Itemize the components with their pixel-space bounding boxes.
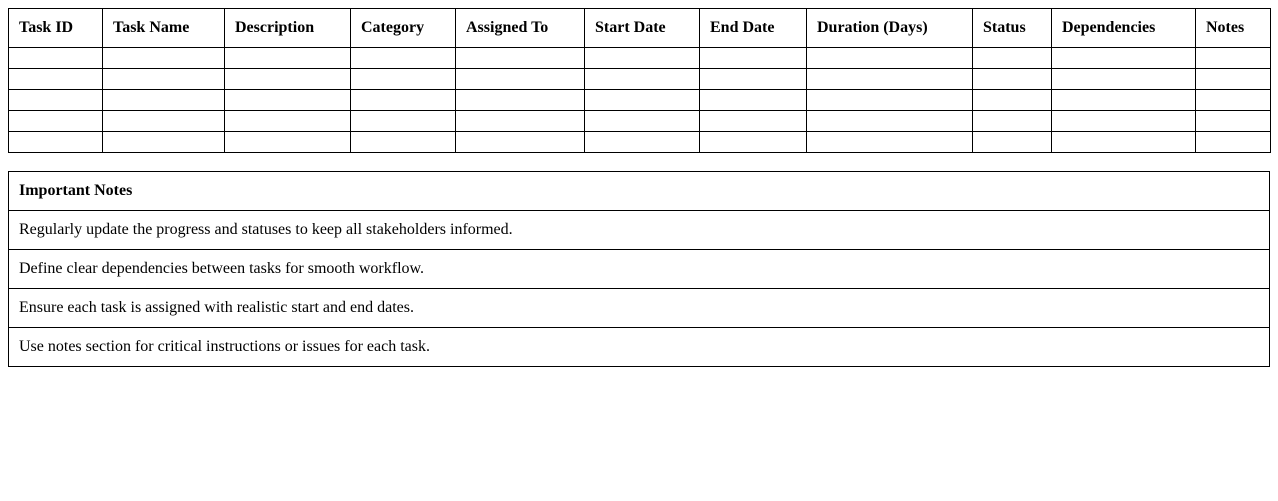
table-cell[interactable] bbox=[225, 111, 351, 132]
note-item: Regularly update the progress and statuses to keep all stakeholders informed. bbox=[9, 211, 1270, 250]
column-header-duration: Duration (Days) bbox=[807, 9, 973, 48]
column-header-start-date: Start Date bbox=[585, 9, 700, 48]
table-cell[interactable] bbox=[103, 69, 225, 90]
table-cell[interactable] bbox=[351, 69, 456, 90]
table-cell[interactable] bbox=[456, 111, 585, 132]
table-cell[interactable] bbox=[1052, 132, 1196, 153]
column-header-notes: Notes bbox=[1196, 9, 1271, 48]
column-header-task-name: Task Name bbox=[103, 9, 225, 48]
table-cell[interactable] bbox=[585, 111, 700, 132]
note-row bbox=[9, 328, 1270, 367]
task-table-header-row bbox=[9, 9, 1271, 48]
table-cell[interactable] bbox=[585, 90, 700, 111]
table-cell[interactable] bbox=[351, 48, 456, 69]
table-cell[interactable] bbox=[103, 90, 225, 111]
table-cell[interactable] bbox=[585, 69, 700, 90]
note-row bbox=[9, 250, 1270, 289]
table-cell[interactable] bbox=[456, 48, 585, 69]
table-cell[interactable] bbox=[973, 69, 1052, 90]
table-row bbox=[9, 69, 1271, 90]
column-header-dependencies: Dependencies bbox=[1052, 9, 1196, 48]
column-header-task-id: Task ID bbox=[9, 9, 103, 48]
table-cell[interactable] bbox=[1196, 69, 1271, 90]
table-cell[interactable] bbox=[9, 48, 103, 69]
table-cell[interactable] bbox=[585, 48, 700, 69]
table-cell[interactable] bbox=[700, 48, 807, 69]
table-cell[interactable] bbox=[807, 132, 973, 153]
page-content bbox=[8, 8, 1270, 367]
important-notes-table bbox=[8, 171, 1270, 367]
table-cell[interactable] bbox=[973, 111, 1052, 132]
table-cell[interactable] bbox=[700, 111, 807, 132]
table-cell[interactable] bbox=[973, 90, 1052, 111]
table-cell[interactable] bbox=[1052, 90, 1196, 111]
table-cell[interactable] bbox=[807, 111, 973, 132]
table-cell[interactable] bbox=[1052, 111, 1196, 132]
table-row bbox=[9, 111, 1271, 132]
table-cell[interactable] bbox=[103, 48, 225, 69]
table-cell[interactable] bbox=[700, 69, 807, 90]
table-cell[interactable] bbox=[1052, 69, 1196, 90]
note-item: Ensure each task is assigned with realistic start and end dates. bbox=[9, 289, 1270, 328]
table-cell[interactable] bbox=[225, 69, 351, 90]
table-cell[interactable] bbox=[807, 48, 973, 69]
table-cell[interactable] bbox=[973, 132, 1052, 153]
note-row bbox=[9, 289, 1270, 328]
table-cell[interactable] bbox=[456, 69, 585, 90]
table-cell[interactable] bbox=[9, 132, 103, 153]
table-row bbox=[9, 90, 1271, 111]
table-cell[interactable] bbox=[1052, 48, 1196, 69]
table-cell[interactable] bbox=[1196, 90, 1271, 111]
column-header-category: Category bbox=[351, 9, 456, 48]
table-cell[interactable] bbox=[351, 111, 456, 132]
table-cell[interactable] bbox=[225, 48, 351, 69]
column-header-end-date: End Date bbox=[700, 9, 807, 48]
task-table bbox=[8, 8, 1271, 153]
table-cell[interactable] bbox=[973, 48, 1052, 69]
table-cell[interactable] bbox=[700, 132, 807, 153]
notes-header-row bbox=[9, 172, 1270, 211]
column-header-assigned-to: Assigned To bbox=[456, 9, 585, 48]
table-cell[interactable] bbox=[351, 132, 456, 153]
table-cell[interactable] bbox=[9, 90, 103, 111]
important-notes-heading: Important Notes bbox=[9, 172, 1270, 211]
table-cell[interactable] bbox=[9, 69, 103, 90]
table-cell[interactable] bbox=[225, 90, 351, 111]
table-cell[interactable] bbox=[103, 111, 225, 132]
note-row bbox=[9, 211, 1270, 250]
column-header-description: Description bbox=[225, 9, 351, 48]
note-item: Use notes section for critical instructions or issues for each task. bbox=[9, 328, 1270, 367]
table-cell[interactable] bbox=[807, 69, 973, 90]
table-cell[interactable] bbox=[1196, 132, 1271, 153]
table-cell[interactable] bbox=[456, 90, 585, 111]
table-row bbox=[9, 48, 1271, 69]
table-cell[interactable] bbox=[807, 90, 973, 111]
column-header-status: Status bbox=[973, 9, 1052, 48]
table-cell[interactable] bbox=[456, 132, 585, 153]
table-cell[interactable] bbox=[9, 111, 103, 132]
table-cell[interactable] bbox=[700, 90, 807, 111]
table-cell[interactable] bbox=[1196, 111, 1271, 132]
table-row bbox=[9, 132, 1271, 153]
note-item: Define clear dependencies between tasks for smooth workflow. bbox=[9, 250, 1270, 289]
table-cell[interactable] bbox=[1196, 48, 1271, 69]
table-cell[interactable] bbox=[103, 132, 225, 153]
table-cell[interactable] bbox=[225, 132, 351, 153]
table-cell[interactable] bbox=[351, 90, 456, 111]
table-cell[interactable] bbox=[585, 132, 700, 153]
